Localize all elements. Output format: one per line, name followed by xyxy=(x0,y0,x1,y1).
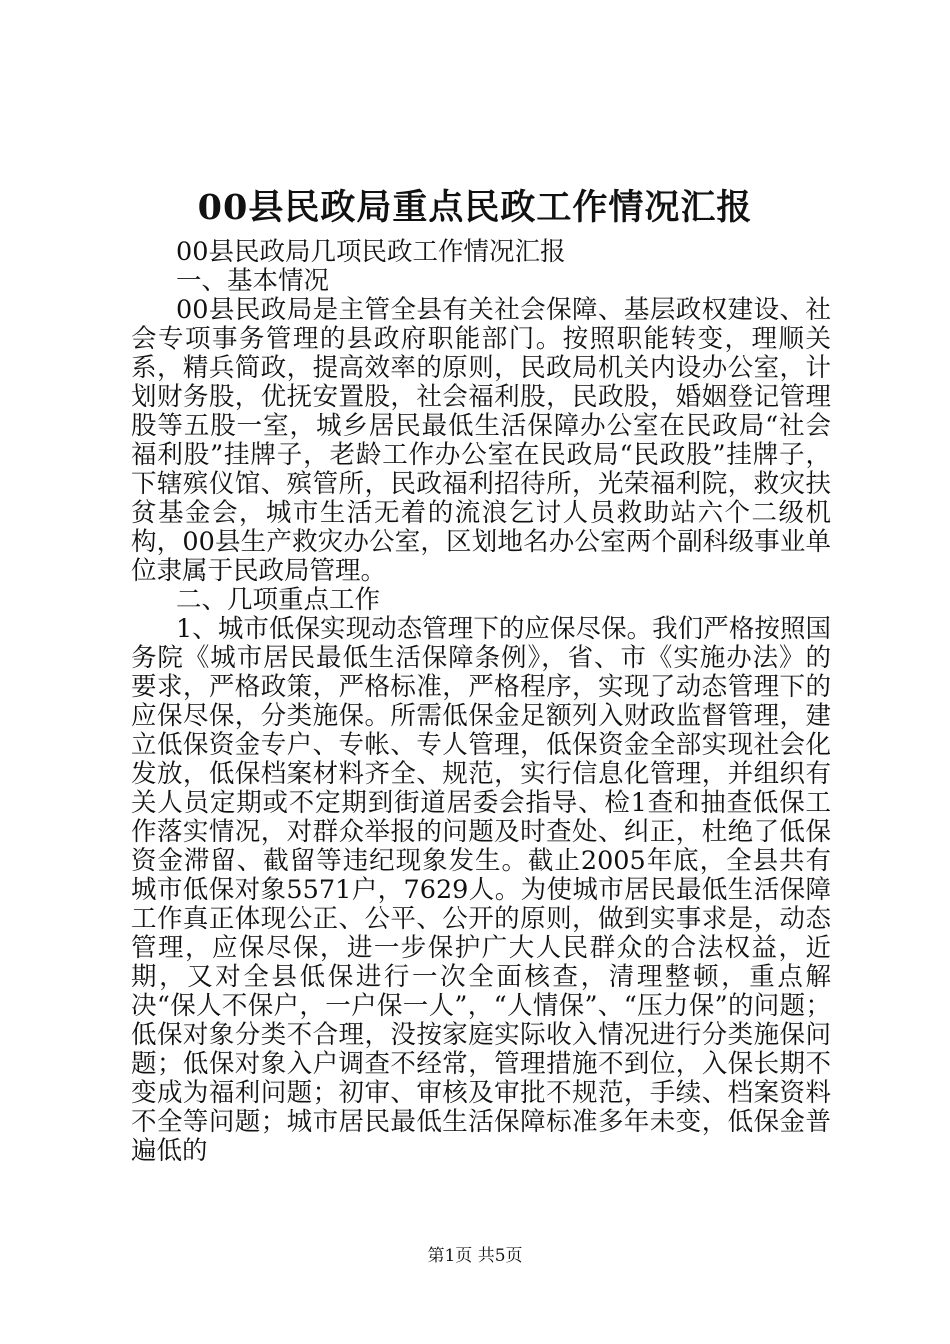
section-heading-basic: 一、基本情况 xyxy=(176,266,330,296)
section-heading-key-work: 二、几项重点工作 xyxy=(176,585,381,615)
page-footer: 第1页 共5页 xyxy=(427,1246,523,1266)
body-paragraph: 00县民政局是主管全县有关社会保障、基层政权建设、社会专项事务管理的县政府职能部门。按照职能转变，理顺关系，精兵简政，提高效率的原则，民政局机关内设办公室，计划财务股，优抚安置股，社会福利股，民政股，婚姻登记管理股等五股一室，城乡居民最低生活保障办公室在民政局“社会福利股”挂牌子，老龄工作办公室在民政局“民政股”挂牌子，下辖殡仪馆、殡管所，民政福利招待所，光荣福利院，救灾扶贫基金会，城市生活无着的流浪乞讨人员救助站六个二级机构，00县生产救灾办公室，区划地名办公室两个副科级事业单位隶属于民政局管理。 xyxy=(131,295,831,586)
subtitle-paragraph: 00县民政局几项民政工作情况汇报 xyxy=(176,237,566,267)
body-paragraph: 1、城市低保实现动态管理下的应保尽保。我们严格按照国务院《城市居民最低生活保障条例》，省、市《实施办法》的要求，严格政策，严格标准，严格程序，实现了动态管理下的应保尽保，分类施保。所需低保金足额列入财政监督管理，建立低保资金专户、专帐、专人管理，低保资金全部实现社会化发放，低保档案材料齐全、规范，实行信息化管理，并组织有关人员定期或不定期到街道居委会指导、检1查和抽查低保工作落实情况，对群众举报的问题及时查处、纠正，杜绝了低保资金滞留、截留等违纪现象发生。截止2005年底，全县共有城市低保对象5571户，7629人。为使城市居民最低生活保障工作真正体现公正、公平、公开的原则，做到实事求是，动态管理，应保尽保，进一步保护广大人民群众的合法权益，近期，又对全县低保进行一次全面核查，清理整顿，重点解决“保人不保户，一户保一人”，“人情保”、“压力保”的问题；低保对象分类不合理，没按家庭实际收入情况进行分类施保问题；低保对象入户调查不经常，管理措施不到位，入保长期不变成为福利问题；初审、审核及审批不规范，手续、档案资料不全等问题；城市居民最低生活保障标准多年未变，低保金普遍低的 xyxy=(131,614,831,1166)
document-body xyxy=(131,238,831,1166)
document-title: 00县民政局重点民政工作情况汇报 xyxy=(197,187,753,228)
